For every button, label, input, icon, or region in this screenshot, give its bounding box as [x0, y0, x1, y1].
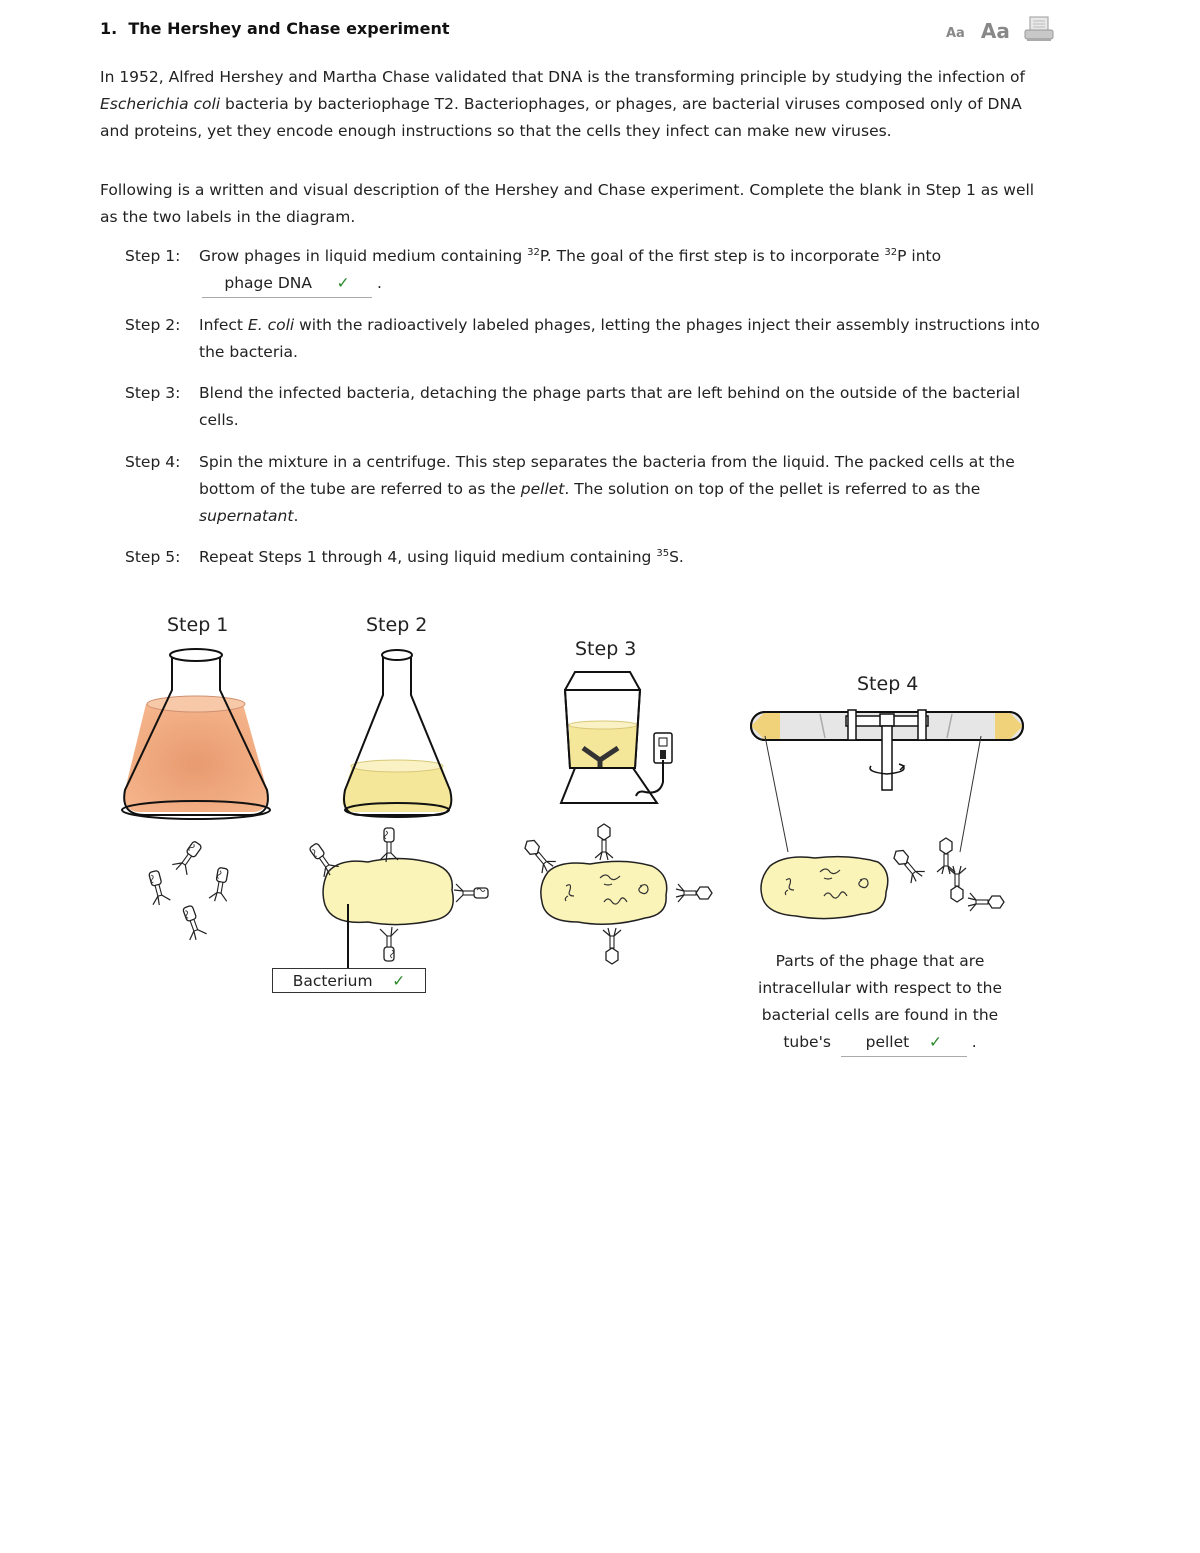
- step-4-caption: Parts of the phage that are intracellular with respect to the bacterial cells are found in the tube's pellet ✓ .: [740, 948, 1020, 1057]
- step-4-centrifuge: [751, 710, 1023, 852]
- check-icon: ✓: [336, 274, 350, 292]
- step-4-phage-ghosts: [889, 838, 1004, 911]
- bacterium-answer-text: Bacterium: [292, 971, 373, 990]
- pellet-answer-blank[interactable]: pellet ✓: [841, 1029, 967, 1057]
- step-4-pellet-bacterium: [761, 857, 888, 919]
- step-2-flask: [343, 650, 452, 817]
- instructions-paragraph: Following is a written and visual description of the Hershey and Chase experiment. Complete the blank in Step 1 as well as the two labels in the diagram.: [100, 181, 1035, 226]
- step-2-label: Step 2:: [125, 316, 181, 334]
- check-icon: ✓: [928, 1033, 942, 1051]
- step-1-answer-blank[interactable]: phage DNA ✓: [202, 270, 372, 298]
- question-title-text: The Hershey and Chase experiment: [128, 19, 450, 38]
- diagram-step-4-label: Step 4: [857, 673, 919, 695]
- check-icon: ✓: [392, 971, 406, 990]
- step-2-infected-bacterium: [306, 828, 488, 968]
- increase-font-button[interactable]: Aa: [980, 19, 1010, 43]
- step-3-bacterium: [520, 824, 712, 964]
- step-1-label: Step 1:: [125, 247, 181, 265]
- bacterium-answer-box[interactable]: [272, 968, 426, 993]
- decrease-font-button[interactable]: Aa: [946, 25, 965, 41]
- step-4-label: Step 4:: [125, 453, 181, 471]
- question-number: 1.: [100, 19, 118, 38]
- step-1-flask: [122, 649, 270, 819]
- step-3-label: Step 3:: [125, 384, 181, 402]
- diagram-step-2-label: Step 2: [366, 614, 428, 636]
- step-1-phages: [145, 838, 233, 942]
- diagram-step-3-label: Step 3: [575, 638, 637, 660]
- step-3-blender: [561, 672, 672, 803]
- intro-paragraph: In 1952, Alfred Hershey and Martha Chase validated that DNA is the transforming principle by studying the infection of Escherichia coli bacteria by bacteriophage T2. Bacteriophages, or phages, are bacterial viruses composed only of DNA and proteins, yet they encode enough instructions so that the cells they infect can make new viruses.: [100, 68, 1025, 140]
- diagram-step-1-label: Step 1: [167, 614, 229, 636]
- step-5-label: Step 5:: [125, 548, 181, 566]
